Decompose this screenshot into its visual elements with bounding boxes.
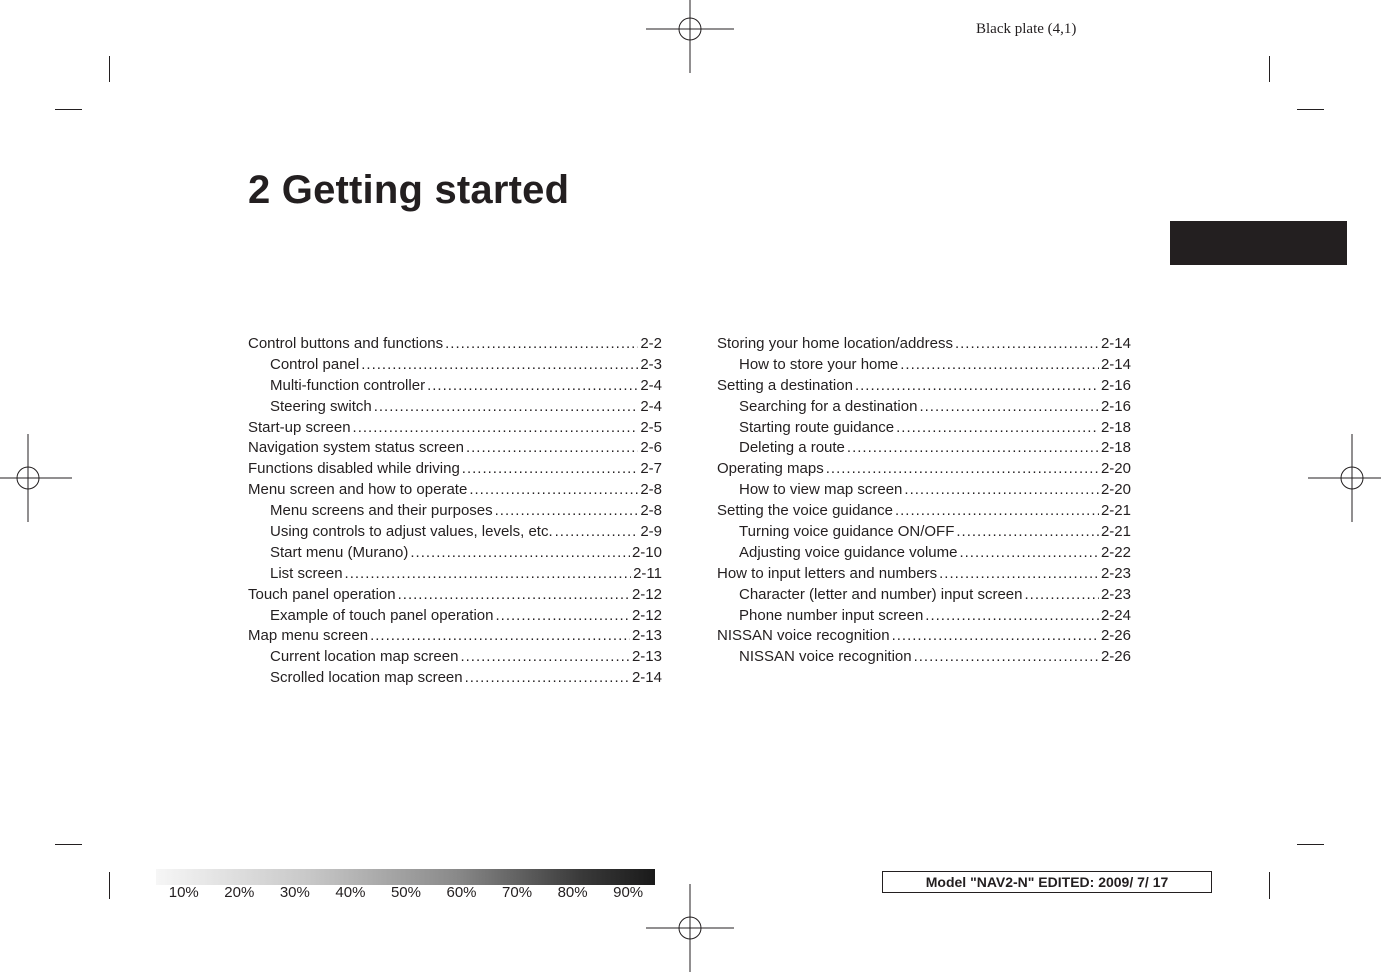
toc-leader-dots [900,355,1099,376]
toc-leader-dots [847,438,1099,459]
crop-mark-bottom-right-vertical [1269,872,1270,899]
toc-entry-label: Starting route guidance [739,418,895,436]
toc-entry-label: Start-up screen [248,418,351,436]
tint-ramp-bar [156,869,655,885]
tint-ramp-label: 10% [168,884,199,901]
toc-leader-dots [466,438,638,459]
toc-entry-page: 2-10 [631,543,662,561]
toc-leader-dots [462,459,639,480]
toc-leader-dots [939,564,1099,585]
toc-entry-page: 2-14 [1100,335,1131,352]
toc-entry-page: 2-7 [640,460,662,478]
toc-entry-label: Turning voice guidance ON/OFF [739,523,955,541]
crop-mark-bottom-left-horizontal [55,844,82,845]
chapter-tab-marker [1170,221,1347,265]
toc-entry-label: Map menu screen [248,627,369,645]
tint-ramp-labels [156,884,656,901]
toc-entry [248,355,662,376]
toc-leader-dots [956,522,1099,543]
tint-ramp-label: 50% [390,884,421,901]
toc-entry [248,668,662,689]
toc-entry [248,626,662,647]
toc-entry-label: Adjusting voice guidance volume [739,543,958,561]
toc-leader-dots [919,397,1099,418]
toc-entry-label: Example of touch panel operation [270,606,494,624]
crop-mark-bottom-right-horizontal [1297,844,1324,845]
toc-entry-label: Using controls to adjust values, levels, etc. [270,523,553,541]
toc-entry [717,397,1131,418]
toc-leader-dots [914,647,1099,668]
toc-entry-page: 2-18 [1100,418,1131,436]
toc-entry-label: Functions disabled while driving [248,460,460,478]
toc-leader-dots [555,522,639,543]
toc-leader-dots [465,668,630,689]
toc-entry-page: 2-21 [1100,502,1131,520]
toc-entry-label: Menu screen and how to operate [248,481,468,499]
toc-entry-page: 2-8 [640,502,662,520]
toc-entry-label: Setting the voice guidance [717,502,893,520]
toc-entry-page: 2-14 [1100,355,1131,373]
toc-entry-page: 2-13 [631,648,662,666]
toc-entry-label: Steering switch [270,397,372,415]
toc-entry [717,543,1131,564]
toc-left-column [248,334,662,689]
toc-entry-label: Control panel [270,355,360,373]
toc-entry-page: 2-11 [633,564,662,582]
toc-entry-page: 2-4 [640,397,662,415]
toc-leader-dots [370,626,630,647]
toc-leader-dots [495,606,629,627]
toc-leader-dots [895,501,1099,522]
toc-entry [248,606,662,627]
toc-entry-page: 2-12 [631,585,662,603]
toc-leader-dots [892,626,1099,647]
toc-leader-dots [925,606,1099,627]
toc-entry-label: Touch panel operation [248,585,396,603]
registration-mark-top-icon [646,0,734,73]
toc-entry-label: How to input letters and numbers [717,564,938,582]
toc-leader-dots [445,334,638,355]
tint-ramp-label: 40% [335,884,366,901]
toc-leader-dots [460,647,630,668]
toc-entry-page: 2-13 [631,627,662,645]
toc-entry [717,626,1131,647]
toc-entry-label: Setting a destination [717,376,853,394]
toc-entry-page: 2-14 [631,669,662,687]
chapter-title: 2 Getting started [248,168,570,212]
toc-entry [248,564,662,585]
toc-entry-label: List screen [270,564,343,582]
toc-entry-label: Multi-function controller [270,376,426,394]
toc-entry-page: 2-3 [640,355,662,373]
toc-entry [717,355,1131,376]
toc-leader-dots [955,334,1099,355]
toc-entry [717,606,1131,627]
toc-entry-page: 2-21 [1100,523,1131,541]
toc-leader-dots [959,543,1099,564]
tint-ramp-label: 90% [613,884,644,901]
toc-entry-page: 2-16 [1100,376,1131,394]
toc-entry [717,376,1131,397]
toc-entry-label: Start menu (Murano) [270,543,409,561]
toc-entry [248,501,662,522]
toc-entry-page: 2-16 [1100,397,1131,415]
toc-entry-page: 2-4 [640,376,662,394]
toc-entry-label: Character (letter and number) input screen [739,585,1023,603]
toc-entry [717,459,1131,480]
crop-mark-bottom-left-vertical [109,872,110,899]
toc-leader-dots [855,376,1099,397]
crop-mark-top-right-vertical [1269,56,1270,82]
toc-entry [717,647,1131,668]
toc-entry [717,564,1131,585]
toc-entry [248,647,662,668]
toc-leader-dots [427,376,638,397]
crop-mark-top-left-vertical [109,56,110,82]
registration-mark-left-icon [0,434,72,522]
tint-ramp-label: 70% [502,884,533,901]
toc-entry [248,397,662,418]
crop-mark-top-left-horizontal [55,109,82,110]
toc-entry-page: 2-18 [1100,439,1131,457]
toc-entry [717,480,1131,501]
toc-entry-page: 2-26 [1100,627,1131,645]
toc-entry-page: 2-23 [1100,564,1131,582]
toc-entry [248,459,662,480]
toc-leader-dots [374,397,639,418]
tint-ramp-label: 20% [224,884,255,901]
toc-leader-dots [410,543,630,564]
toc-entry [717,334,1131,355]
toc-entry [717,438,1131,459]
toc-leader-dots [826,459,1099,480]
toc-entry-label: How to store your home [739,355,899,373]
crop-mark-top-right-horizontal [1297,109,1324,110]
toc-entry-label: Scrolled location map screen [270,669,463,687]
toc-entry-page: 2-20 [1100,460,1131,478]
tint-ramp-label: 80% [557,884,588,901]
toc-entry-page: 2-24 [1100,606,1131,624]
toc-entry [248,543,662,564]
toc-entry-page: 2-9 [640,523,662,541]
toc-entry-page: 2-26 [1100,648,1131,666]
toc-entry [248,585,662,606]
toc-entry-label: Searching for a destination [739,397,918,415]
plate-label: Black plate (4,1) [976,21,1077,37]
toc-leader-dots [345,564,632,585]
toc-entry-label: NISSAN voice recognition [739,648,912,666]
toc-entry-page: 2-2 [640,335,662,352]
registration-mark-right-icon [1308,434,1381,522]
toc-leader-dots [469,480,638,501]
toc-entry [248,418,662,439]
toc-entry [717,418,1131,439]
toc-entry [717,501,1131,522]
toc-entry [248,522,662,543]
model-edit-box: Model "NAV2-N" EDITED: 2009/ 7/ 17 [882,871,1212,893]
toc-leader-dots [361,355,638,376]
toc-entry-page: 2-20 [1100,481,1131,499]
toc-entry [248,438,662,459]
toc-entry-page: 2-6 [640,439,662,457]
toc-entry-label: Current location map screen [270,648,459,666]
toc-entry-page: 2-23 [1100,585,1131,603]
toc-entry-page: 2-8 [640,481,662,499]
tint-ramp-label: 60% [446,884,477,901]
tint-ramp-label: 30% [279,884,310,901]
toc-leader-dots [353,418,639,439]
toc-entry-label: Navigation system status screen [248,439,464,457]
toc-leader-dots [904,480,1099,501]
toc-entry-page: 2-22 [1100,543,1131,561]
toc-leader-dots [1024,585,1098,606]
toc-entry [717,522,1131,543]
toc-entry [717,585,1131,606]
toc-entry-label: How to view map screen [739,481,903,499]
toc-entry [248,480,662,501]
toc-entry-label: Phone number input screen [739,606,924,624]
toc-entry-label: Storing your home location/address [717,335,953,352]
toc-leader-dots [495,501,639,522]
toc-entry [248,376,662,397]
toc-entry-label: NISSAN voice recognition [717,627,890,645]
registration-mark-bottom-icon [646,884,734,972]
toc-entry-page: 2-12 [631,606,662,624]
toc-entry-label: Operating maps [717,460,824,478]
toc-entry-label: Deleting a route [739,439,845,457]
toc-right-column [717,334,1131,668]
toc-entry [248,334,662,355]
toc-leader-dots [896,418,1099,439]
toc-entry-page: 2-5 [640,418,662,436]
toc-entry-label: Menu screens and their purposes [270,502,493,520]
toc-entry-label: Control buttons and functions [248,335,444,352]
toc-leader-dots [398,585,630,606]
